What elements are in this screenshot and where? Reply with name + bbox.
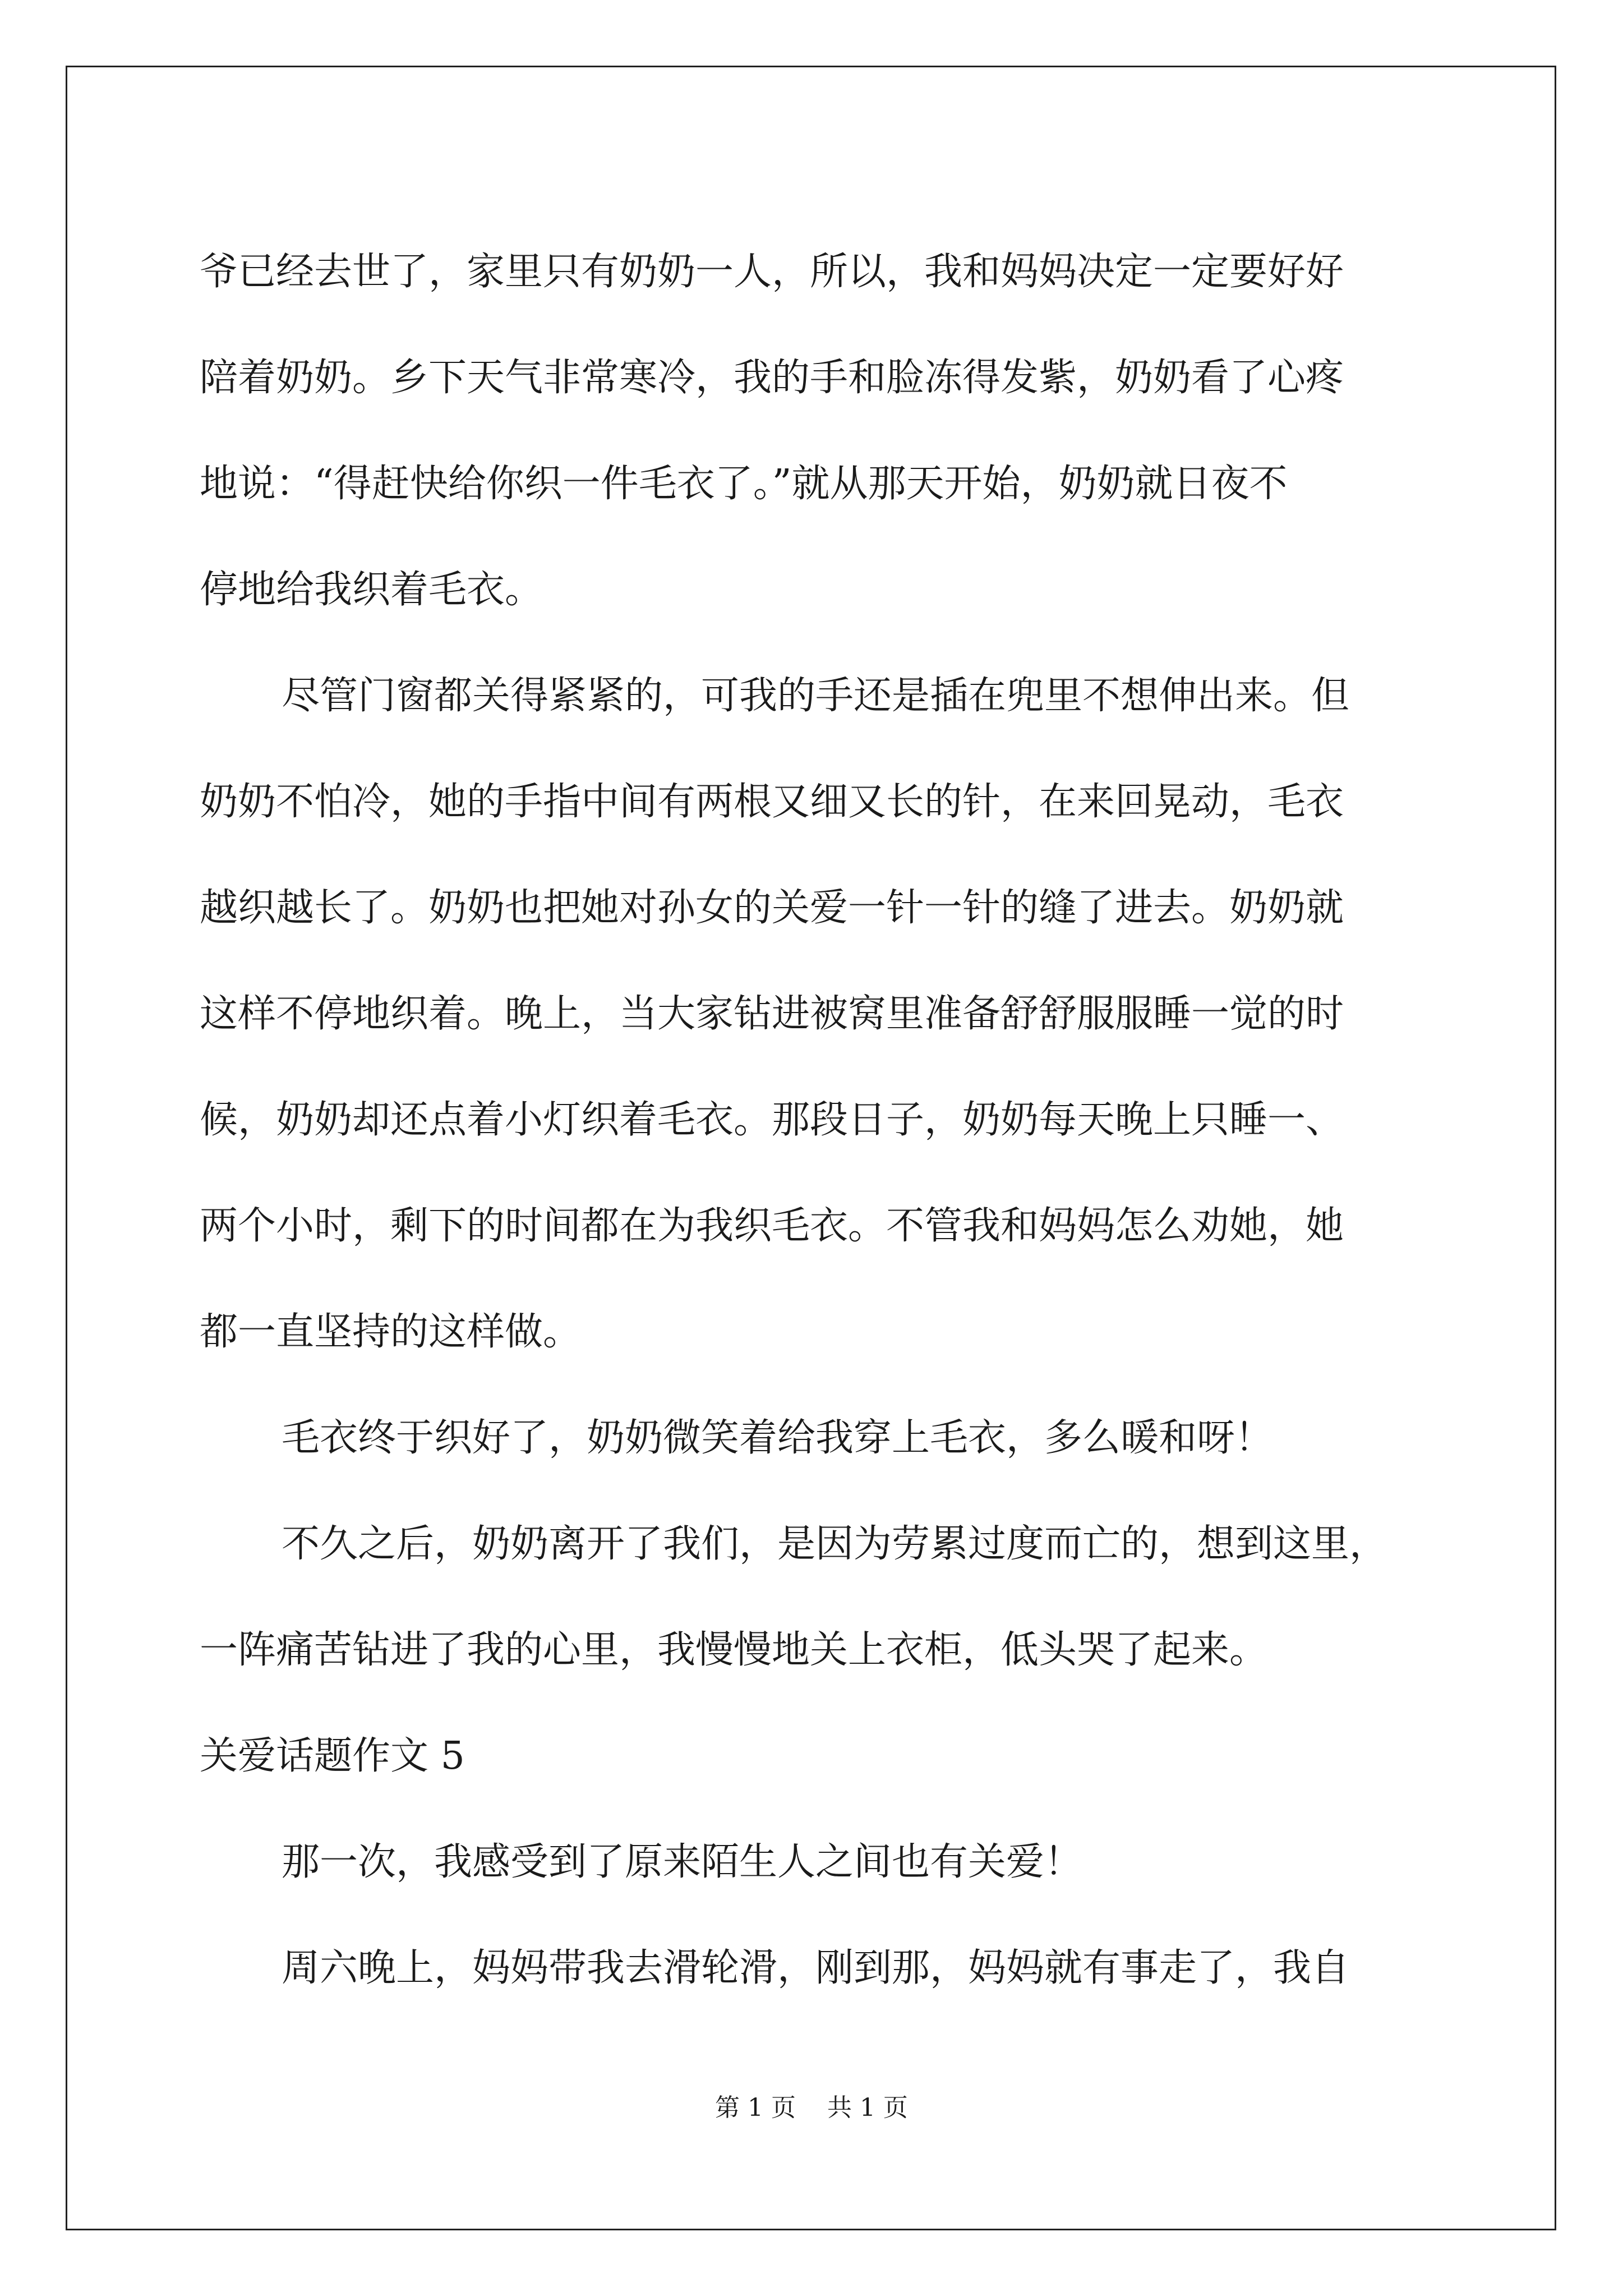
text-line: 陪着奶奶。乡下天气非常寒冷，我的手和脸冻得发紫，奶奶看了心疼 bbox=[200, 356, 1344, 400]
text-line: 那一次，我感受到了原来陌生人之间也有关爱！ bbox=[282, 1840, 1083, 1884]
text-line: 越织越长了。奶奶也把她对孙女的关爱一针一针的缝了进去。奶奶就 bbox=[200, 886, 1344, 930]
section-heading: 关爱话题作文 5 bbox=[200, 1734, 465, 1778]
text-line: 爷已经去世了，家里只有奶奶一人，所以，我和妈妈决定一定要好好 bbox=[200, 250, 1344, 294]
text-line: 尽管门窗都关得紧紧的，可我的手还是插在兜里不想伸出来。但 bbox=[282, 674, 1350, 718]
text-line: 两个小时，剩下的时间都在为我织毛衣。不管我和妈妈怎么劝她，她 bbox=[200, 1204, 1344, 1248]
text-line: 都一直坚持的这样做。 bbox=[200, 1310, 582, 1354]
text-line: 周六晚上，妈妈带我去滑轮滑，刚到那，妈妈就有事走了，我自 bbox=[282, 1946, 1350, 1990]
text-line: 地说：“得赶快给你织一件毛衣了。”就从那天开始，奶奶就日夜不 bbox=[200, 462, 1288, 506]
page-number-footer: 第 1 页 共 1 页 bbox=[715, 2093, 908, 2122]
text-line: 毛衣终于织好了，奶奶微笑着给我穿上毛衣，多么暖和呀！ bbox=[282, 1416, 1274, 1460]
text-line: 一阵痛苦钻进了我的心里，我慢慢地关上衣柜，低头哭了起来。 bbox=[200, 1628, 1268, 1672]
text-line: 停地给我织着毛衣。 bbox=[200, 568, 543, 612]
document-body bbox=[200, 219, 1422, 2021]
text-line: 这样不停地织着。晚上，当大家钻进被窝里准备舒舒服服睡一觉的时 bbox=[200, 992, 1344, 1036]
text-line: 不久之后，奶奶离开了我们，是因为劳累过度而亡的，想到这里， bbox=[282, 1522, 1388, 1566]
text-line: 候，奶奶却还点着小灯织着毛衣。那段日子，奶奶每天晚上只睡一、 bbox=[200, 1098, 1344, 1142]
text-line: 奶奶不怕冷，她的手指中间有两根又细又长的针，在来回晃动，毛衣 bbox=[200, 780, 1344, 824]
